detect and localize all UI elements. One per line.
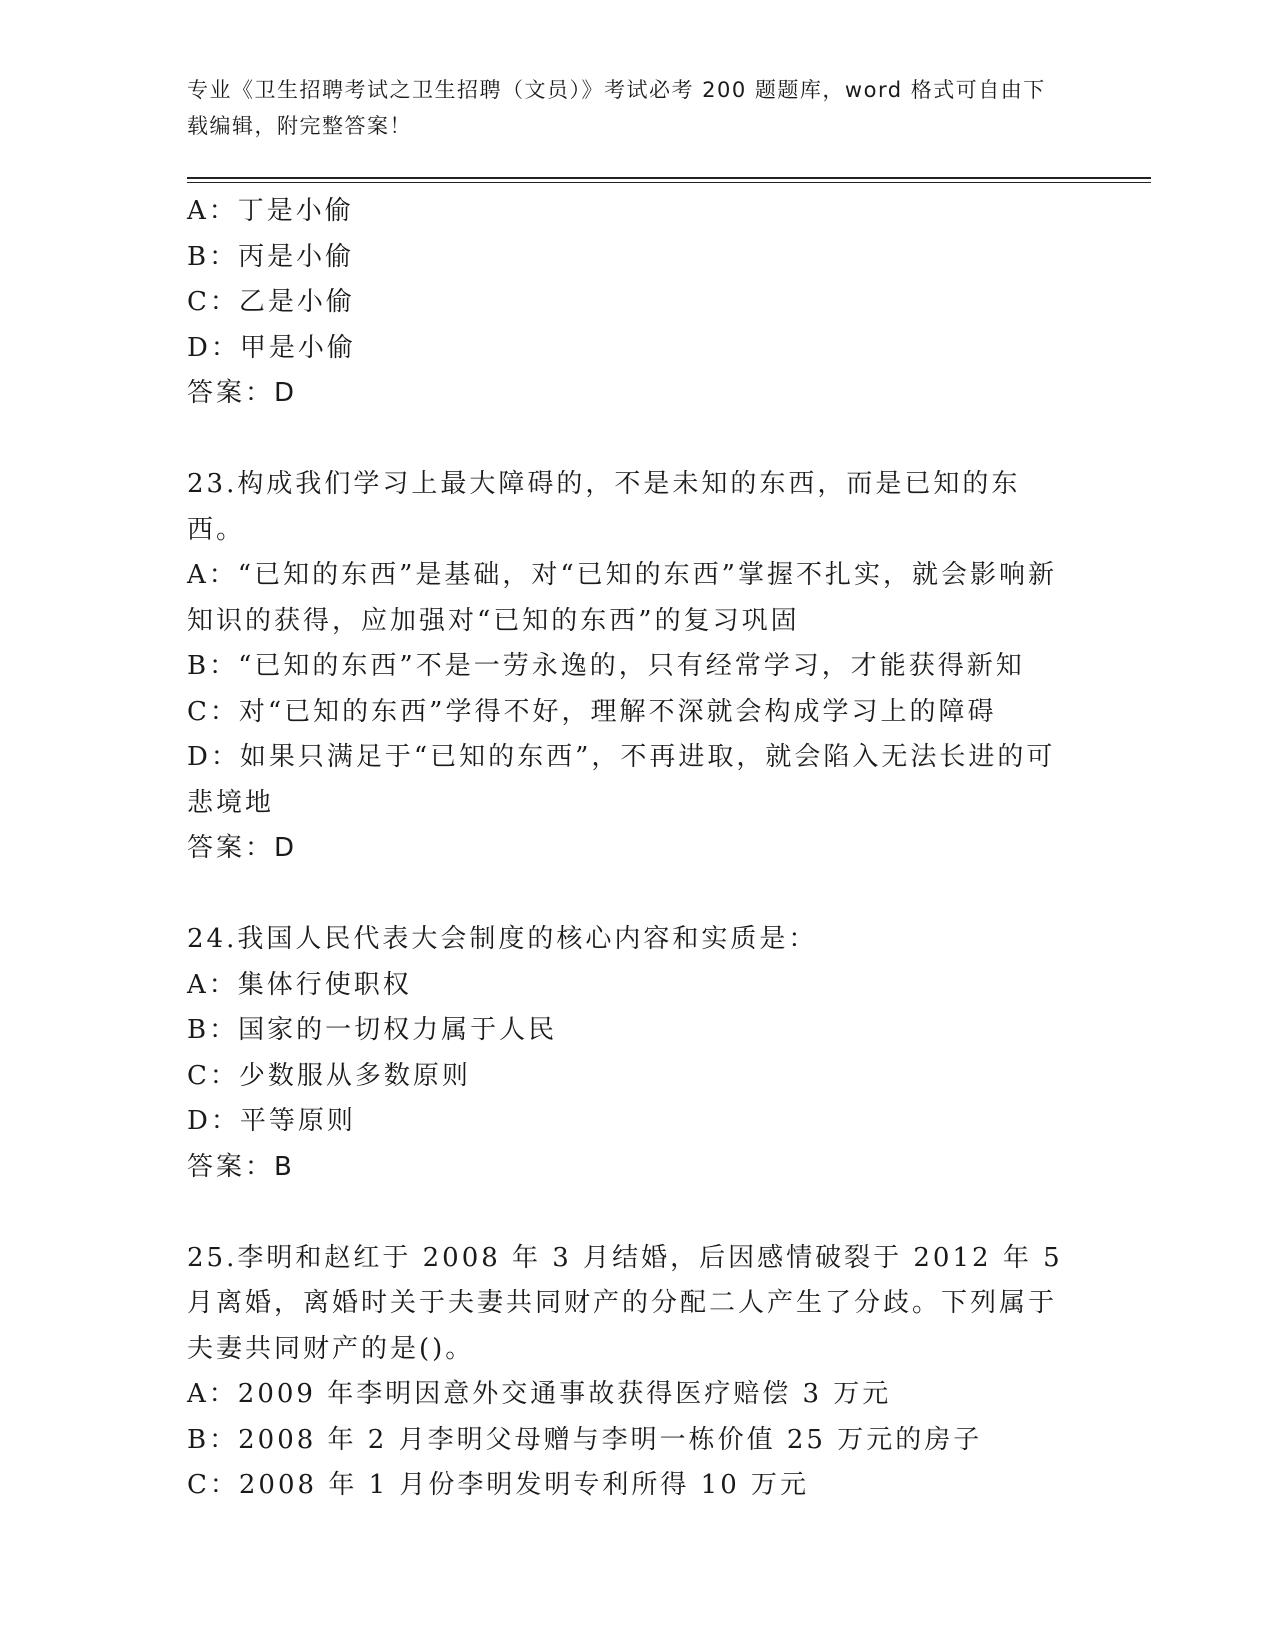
option-d: D：甲是小偷 xyxy=(187,332,356,363)
question-22-continued xyxy=(187,189,1067,417)
option-a: A：丁是小偷 xyxy=(187,196,354,226)
spacer xyxy=(187,872,1067,918)
option-b: B：“已知的东西”不是一劳永逸的，只有经常学习，才能获得新知 xyxy=(187,651,1025,681)
question-24 xyxy=(187,917,1067,1190)
spacer xyxy=(187,1190,1067,1236)
option-b: B：国家的一切权力属于人民 xyxy=(187,1015,558,1045)
option-a: A：“已知的东西”是基础，对“已知的东西”掌握不扎实，就会影响新知识的获得，应加强对“已知的东西”的复习巩固 xyxy=(187,560,1057,636)
document-body xyxy=(187,189,1067,1509)
option-b: B：2008 年 2 月李明父母赠与李明一栋价值 25 万元的房子 xyxy=(187,1424,983,1455)
answer-line: 答案：D xyxy=(187,378,298,408)
answer-line: 答案：B xyxy=(187,1151,295,1182)
page-header xyxy=(187,72,1067,144)
option-d: D：平等原则 xyxy=(187,1106,356,1136)
header-rule-thick xyxy=(187,177,1151,179)
option-d: D：如果只满足于“已知的东西”，不再进取，就会陷入无法长进的可悲境地 xyxy=(187,742,1056,818)
question-25 xyxy=(187,1236,1067,1509)
question-stem: 25.李明和赵红于 2008 年 3 月结婚，后因感情破裂于 2012 年 5 月离婚，离婚时关于夫妻共同财产的分配二人产生了分歧。下列属于夫妻共同财产的是()。 xyxy=(187,1242,1063,1364)
option-a: A：集体行使职权 xyxy=(187,969,412,1000)
question-23 xyxy=(187,462,1067,872)
header-rule-thin xyxy=(187,182,1151,183)
question-stem: 24.我国人民代表大会制度的核心内容和实质是： xyxy=(187,924,818,954)
question-stem: 23.构成我们学习上最大障碍的，不是未知的东西，而是已知的东西。 xyxy=(187,469,1021,545)
option-b: B：丙是小偷 xyxy=(187,241,355,272)
spacer xyxy=(187,417,1067,463)
option-c: C：乙是小偷 xyxy=(187,287,355,317)
option-c: C：少数服从多数原则 xyxy=(187,1060,471,1091)
header-title: 专业《卫生招聘考试之卫生招聘（文员）》考试必考 200 题题库，word 格式可自由下载编辑，附完整答案！ xyxy=(187,78,1046,138)
answer-line: 答案：D xyxy=(187,833,298,863)
option-a: A：2009 年李明因意外交通事故获得医疗赔偿 3 万元 xyxy=(187,1379,892,1409)
option-c: C：2008 年 1 月份李明发明专利所得 10 万元 xyxy=(187,1470,810,1500)
option-c: C：对“已知的东西”学得不好，理解不深就会构成学习上的障碍 xyxy=(187,696,997,727)
